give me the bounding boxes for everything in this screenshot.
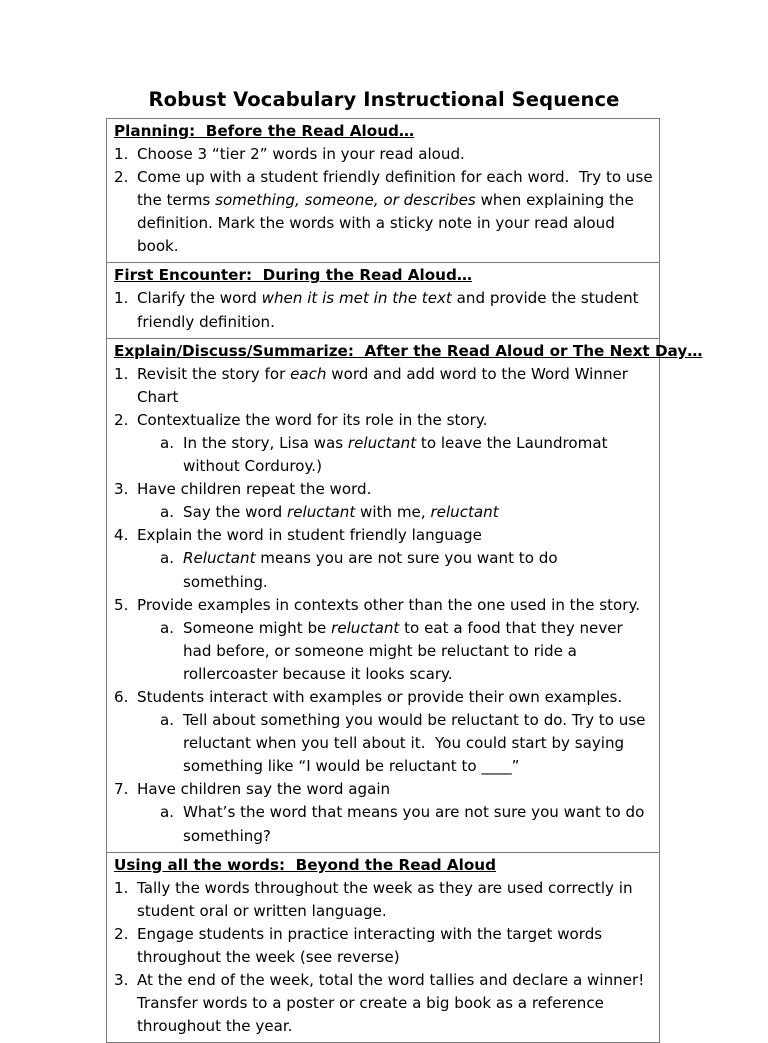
list-item-marker: 2. [114, 168, 129, 187]
list-item-text: Have children repeat the word. [137, 480, 372, 499]
sub-list [137, 709, 653, 778]
list-item-text: Clarify the word when it is met in the text and provide the student friendly definition. [137, 289, 639, 331]
list-item [107, 778, 659, 847]
sub-list-item [137, 547, 653, 593]
list-item-marker: 1. [114, 289, 129, 308]
page-title: Robust Vocabulary Instructional Sequence [148, 88, 620, 111]
list-item [107, 524, 659, 593]
sub-list-item-text: Say the word reluctant with me, reluctant [183, 503, 499, 522]
sub-list [137, 501, 653, 524]
list-item-text: At the end of the week, total the word tallies and declare a winner! Transfer words to a poster or create a big book as a reference throughout the year. [137, 971, 645, 1036]
list-item-marker: 5. [114, 595, 129, 614]
list-item-marker: 2. [114, 924, 129, 943]
list-item-text: Provide examples in contexts other than the one used in the story. [137, 595, 641, 614]
ordered-list [107, 363, 659, 848]
list-item [107, 409, 659, 478]
sub-list-item-marker: a. [160, 803, 175, 822]
list-item [107, 686, 659, 778]
list-item-text: Come up with a student friendly definition for each word. Try to use the terms something, someone, or describes when explaining the definition. Mark the words with a sticky note in your read aloud book. [137, 168, 653, 256]
list-item-marker: 1. [114, 364, 129, 383]
sub-list [137, 547, 653, 593]
list-item-text: Students interact with examples or provide their own examples. [137, 687, 623, 706]
list-item-marker: 7. [114, 780, 129, 799]
sub-list-item-text: Reluctant means you are not sure you want to do something. [183, 549, 558, 591]
sub-list-item-marker: a. [160, 618, 175, 637]
list-item-text: Choose 3 “tier 2” words in your read aloud. [137, 145, 465, 163]
list-item-text: Engage students in practice interacting with the target words throughout the week (see reverse) [137, 924, 603, 966]
list-item-marker: 2. [114, 410, 129, 429]
sub-list-item-text: In the story, Lisa was reluctant to leave the Laundromat without Corduroy.) [183, 433, 608, 476]
section-header-planning: Planning: Before the Read Aloud… [114, 122, 415, 140]
sub-list-item-marker: a. [160, 503, 175, 522]
list-item-text: Tally the words throughout the week as they are used correctly in student oral or written language. [137, 878, 633, 920]
section-planning [107, 119, 659, 263]
section-explain-discuss-summarize [107, 339, 703, 853]
list-item [107, 969, 659, 1038]
list-item-text: Revisit the story for each word and add word to the Word Winner Chart [137, 364, 629, 406]
section-header-explain-discuss-summarize: Explain/Discuss/Summarize: After the Read Aloud or The Next Day… [114, 341, 703, 360]
list-item-text: Contextualize the word for its role in the story. [137, 410, 488, 429]
list-item-marker: 3. [114, 480, 129, 499]
sub-list-item [137, 501, 653, 524]
list-item [107, 287, 659, 333]
list-item-text: Explain the word in student friendly language [137, 526, 482, 545]
list-item-marker: 4. [114, 526, 129, 545]
section-header-first-encounter: First Encounter: During the Read Aloud… [114, 266, 473, 285]
list-item [107, 877, 659, 923]
sub-list-item-text: Tell about something you would be reluctant to do. Try to use reluctant when you tell about it. You could start by saying something like “I would be reluctant to ____” [183, 711, 646, 776]
list-item-marker: 3. [114, 971, 129, 989]
section-first-encounter [107, 263, 659, 338]
sub-list-item-text: What’s the word that means you are not sure you want to do something? [183, 803, 645, 845]
sub-list-item-marker: a. [160, 711, 175, 730]
sub-list-item-text: Someone might be reluctant to eat a food that they never had before, or someone might be reluctant to ride a rollercoaster because it looks scary. [183, 618, 623, 683]
section-using-all-the-words [107, 853, 659, 1043]
section-header-using-all-the-words: Using all the words: Beyond the Read Aloud [114, 855, 496, 874]
sub-list-item [137, 709, 653, 778]
list-item [107, 166, 659, 258]
list-item [107, 143, 659, 166]
ordered-list [107, 143, 659, 258]
sub-list [137, 801, 653, 847]
list-item-marker: 6. [114, 687, 129, 706]
list-item-marker: 1. [114, 145, 129, 163]
list-item [107, 594, 659, 686]
sub-list-item-marker: a. [160, 433, 175, 452]
list-item-text: Have children say the word again [137, 780, 391, 799]
ordered-list [107, 287, 659, 333]
sub-list [137, 617, 653, 686]
sub-list-item [137, 617, 653, 686]
sub-list [137, 432, 653, 478]
list-item [107, 923, 659, 969]
instructional-sequence-table [106, 118, 703, 1043]
list-item [107, 478, 659, 524]
sub-list-item [137, 801, 653, 847]
ordered-list [107, 877, 659, 1039]
sub-list-item-marker: a. [160, 549, 175, 568]
list-item-marker: 1. [114, 878, 129, 897]
list-item [107, 363, 659, 409]
sub-list-item [137, 432, 653, 478]
